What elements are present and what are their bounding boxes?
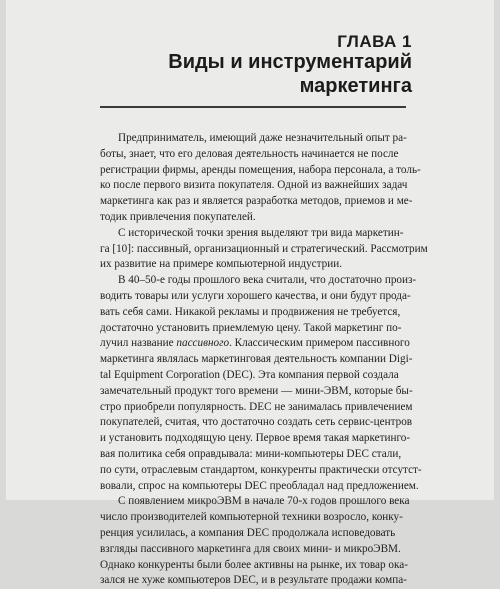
chapter-title-line-1: Виды и инструментарий (168, 51, 412, 73)
text-line: ко после первого визита покупателя. Одной из важнейших задач (100, 179, 408, 192)
paragraph-2 (100, 226, 428, 273)
text-line: С появлением микроЭВМ в начале 70-х годов прошлого века (118, 495, 410, 508)
text-line: боты, знает, что его деловая деятельность начинается не после (100, 147, 399, 160)
text-line: tal Equipment Corporation (DEC). Эта компания первой создала (100, 368, 399, 381)
text-line: В 40–50-е годы прошлого века считали, что достаточно произ- (118, 274, 417, 287)
body-text (100, 131, 428, 589)
text-line: покупателей, считая, что достаточно создать сеть сервис-центров (100, 416, 413, 429)
text-line-part: лучил название (100, 337, 177, 350)
text-line: число производителей компьютерной техники возросло, конку- (100, 511, 403, 524)
text-line: ренция усилилась, а компания DEC продолжала исповедовать (100, 526, 396, 539)
text-line: замечательный продукт того времени — мини-ЭВМ, которые бы- (100, 384, 413, 397)
text-line-part: . Классическим примером пассивного (229, 337, 410, 350)
text-line: тодик привлечения покупателей. (100, 210, 256, 223)
text-line: зался не хуже компьютеров DEC, и в результате продажи компа- (100, 574, 407, 587)
emphasized-term: пассивного (176, 337, 230, 350)
chapter-title-line-2: маркетинга (299, 75, 412, 97)
text-line: стро приобрели популярность. DEC не занималась привлечением (100, 400, 413, 413)
text-line: вать себя сами. Никакой рекламы и продвижения не требуется, (100, 305, 401, 318)
paragraph-3 (100, 273, 422, 494)
chapter-label: ГЛАВА 1 (337, 32, 412, 51)
book-page (6, 0, 494, 587)
text-line: С исторической точки зрения выделяют три вида маркетин- (118, 226, 404, 239)
text-line: вовали, спрос на компьютеры DEC преобладал над предложением. (100, 479, 419, 492)
paragraph-1 (100, 131, 421, 226)
text-line: вая политика себя оправдывала: мини-компьютеры DEC стали, (100, 447, 402, 460)
chapter-divider (100, 106, 406, 108)
text-line: и установить подходящую цену. Первое время такая маркетинго- (100, 432, 411, 445)
text-line: их развитие на примере компьютерной индустрии. (100, 258, 343, 271)
text-line: регистрации фирмы, аренды помещения, набора персонала, а толь- (100, 163, 421, 176)
paragraph-4 (100, 494, 410, 589)
text-line: по сути, отраслевым стандартом, конкуренты практически отсутст- (100, 463, 422, 476)
text-line: Предприниматель, имеющий даже незначительный опыт ра- (118, 132, 407, 144)
text-line: водить товары или услуги хорошего качества, и они будут прода- (100, 289, 411, 302)
text-line: достаточно установить приемлемую цену. Такой маркетинг по- (100, 321, 402, 334)
text-line: га [10]: пассивный, организационный и стратегический. Рассмотрим (100, 242, 428, 255)
text-line: маркетинга как раз и является разработка методов, приемов и ме- (100, 195, 413, 208)
text-line: Однако конкуренты были более активны на рынке, их товар ока- (100, 558, 408, 571)
text-line: маркетинга являлась маркетинговая деятельность компании Digi- (100, 353, 413, 366)
text-line: взгляды пассивного маркетинга для своих мини- и микроЭВМ. (100, 542, 401, 555)
text-line (100, 336, 410, 352)
chapter-title (168, 50, 412, 98)
